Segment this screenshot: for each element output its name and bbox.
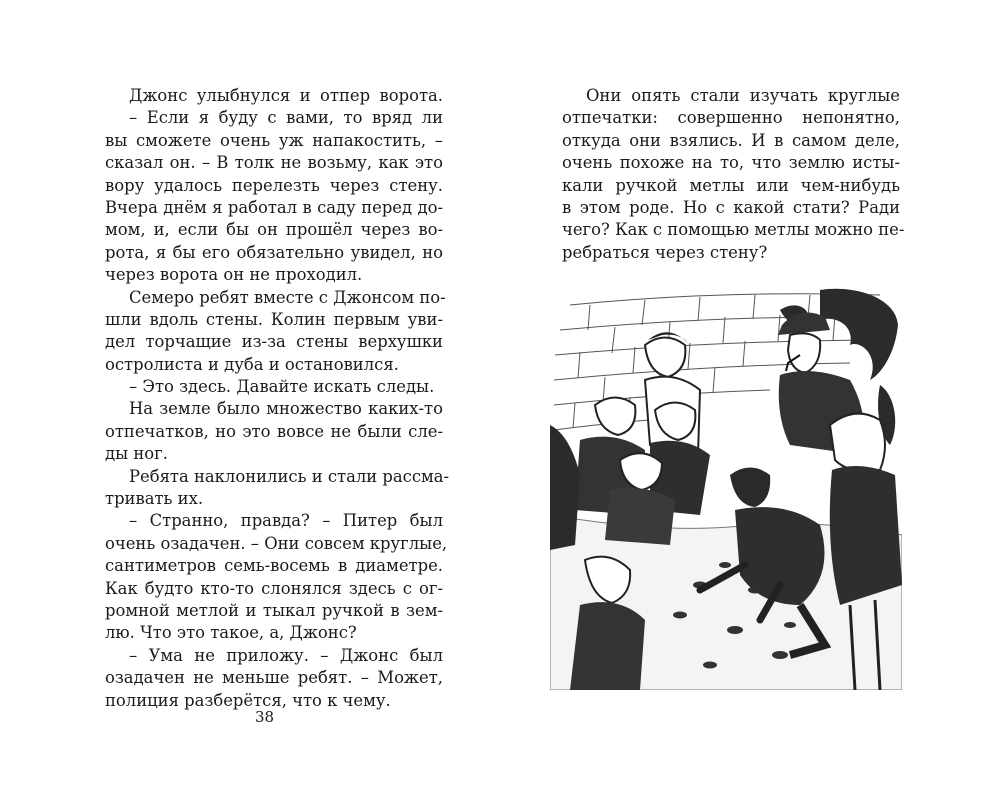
text-line: чего? Как с помощью метлы можно пе- [562, 220, 905, 240]
text-line: – Если я буду с вами, то вряд ли [129, 108, 443, 128]
text-line: Джонс улыбнулся и отпер ворота. [129, 86, 443, 105]
text-line: – Странно, правда? – Питер был [129, 511, 443, 531]
text-line: Они опять стали изучать круглые [586, 86, 900, 105]
text-line: откуда они взялись. И в самом деле, [562, 130, 900, 150]
text-line: Ребята наклонились и стали рассма- [129, 466, 450, 486]
text-line: ды ног. [105, 444, 168, 464]
text-line: дел торчащие из-за стены верхушки [105, 332, 443, 352]
text-line: очень озадачен. – Они совсем круглые, [105, 533, 448, 553]
text-line: На земле было множество каких-то [129, 399, 443, 419]
right-page [500, 0, 1000, 802]
text-line: Вчера днём я работал в саду перед до- [105, 197, 443, 217]
text-line: очень похоже на то, что землю исты- [562, 153, 900, 173]
text-line: в этом роде. Но с какой стати? Ради [562, 197, 900, 217]
text-line: мом, и, если бы он прошёл через во- [105, 220, 443, 240]
text-line: сказал он. – В толк не возьму, как это [105, 153, 443, 173]
text-line: тривать их. [105, 489, 204, 509]
text-line: озадачен не меньше ребят. – Может, [105, 668, 443, 688]
ink-illustration [550, 285, 902, 690]
text-line: ромной метлой и тыкал ручкой в зем- [105, 600, 443, 620]
text-line: лю. Что это такое, а, Джонс? [105, 623, 357, 643]
left-text-column [105, 85, 450, 712]
text-line: отпечатки: совершенно непонятно, [562, 108, 900, 128]
text-line: вору удалось перелезть через стену. [105, 175, 443, 195]
text-line: Как будто кто-то слонялся здесь с ог- [105, 578, 443, 598]
text-line: шли вдоль стены. Колин первым уви- [105, 309, 443, 329]
text-line: – Это здесь. Давайте искать следы. [129, 377, 435, 397]
text-line: кали ручкой метлы или чем-нибудь [562, 175, 900, 195]
text-line: сантиметров семь-восемь в диаметре. [105, 556, 443, 576]
page-number: 38 [255, 708, 275, 726]
text-line: Семеро ребят вместе с Джонсом по- [129, 287, 446, 307]
text-line: ребраться через стену? [562, 242, 768, 262]
right-text-column [562, 85, 905, 264]
text-line: через ворота он не проходил. [105, 265, 363, 285]
text-line: полиция разберётся, что к чему. [105, 690, 391, 710]
text-line: отпечатков, но это вовсе не были сле- [105, 421, 443, 441]
text-line: вы сможете очень уж напакостить, – [105, 130, 443, 150]
text-line: – Ума не приложу. – Джонс был [129, 645, 443, 665]
text-line: остролиста и дуба и остановился. [105, 354, 399, 374]
text-line: рота, я бы его обязательно увидел, но [105, 242, 443, 262]
